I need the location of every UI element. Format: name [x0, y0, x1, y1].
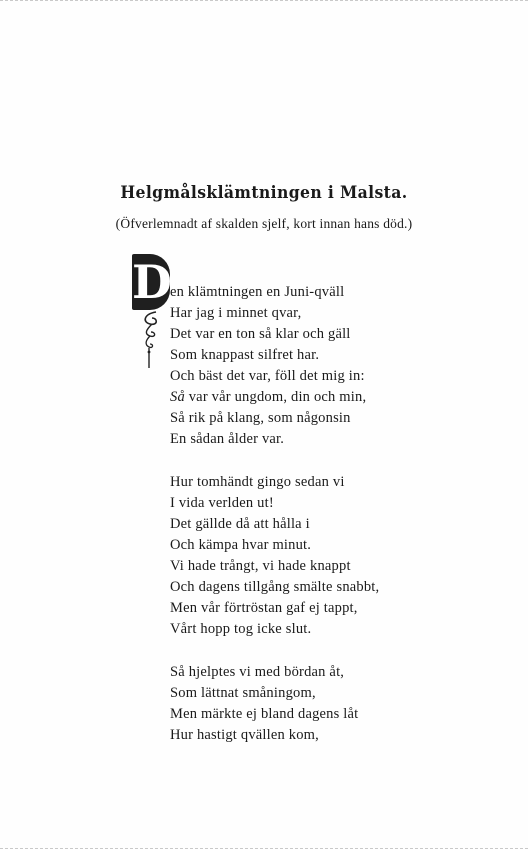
poem-line-text: Och dagens tillgång smälte snabbt, [170, 579, 380, 595]
poem-line-text: Har jag i minnet qvar, [170, 305, 302, 321]
poem-line-text: Det var en ton så klar och gäll [170, 326, 351, 342]
poem-line [170, 556, 470, 577]
stanza [170, 282, 470, 450]
poem-line [170, 704, 470, 725]
drop-cap [132, 254, 172, 370]
poem-line-text: Vi hade trångt, vi hade knappt [170, 558, 351, 574]
poem-line [170, 493, 470, 514]
poem-line [170, 387, 470, 408]
emphasized-word: Så [170, 389, 185, 405]
poem-line-text: Som lättnat småningom, [170, 685, 316, 701]
poem-line [170, 472, 470, 493]
poem-line [170, 683, 470, 704]
poem-line [170, 366, 470, 387]
poem-line-text: Hur hastigt qvällen kom, [170, 727, 319, 743]
poem-line-text: Men märkte ej bland dagens låt [170, 706, 359, 722]
poem-line [170, 282, 470, 303]
poem-line [170, 345, 470, 366]
poem-line [170, 662, 470, 683]
flourish-ornament-icon [136, 310, 168, 370]
poem-line-text: Så hjelptes vi med bördan åt, [170, 664, 345, 680]
poem-line-text: var vår ungdom, din och min, [184, 389, 367, 405]
poem-line [170, 408, 470, 429]
page-top-edge [0, 0, 528, 4]
poem-line [170, 619, 470, 640]
stanza [170, 472, 470, 640]
poem-body [170, 282, 470, 768]
poem-line [170, 514, 470, 535]
poem-line [170, 324, 470, 345]
poem-line [170, 429, 470, 450]
poem-line-text: Hur tomhändt gingo sedan vi [170, 474, 345, 490]
poem-line [170, 303, 470, 324]
poem-line [170, 598, 470, 619]
poem-line-text: en klämtningen en Juni-qväll [170, 284, 345, 300]
poem-line [170, 577, 470, 598]
poem-subtitle: (Öfverlemnadt af skalden sjelf, kort innan hans död.) [115, 216, 413, 231]
poem-line-text: Men vår förtröstan gaf ej tappt, [170, 600, 358, 616]
poem-line [170, 535, 470, 556]
drop-cap-letter: D [132, 255, 172, 309]
poem-line-text: Det gällde då att hålla i [170, 516, 310, 532]
poem-line-text: En sådan ålder var. [170, 431, 285, 447]
poem-line-text: Vårt hopp tog icke slut. [170, 621, 312, 637]
poem-line-text: I vida verlden ut! [170, 495, 274, 511]
stanza [170, 662, 470, 746]
poem-title: Helgmålsklämtningen i Malsta. [120, 183, 408, 203]
page-bottom-edge [0, 845, 528, 849]
poem-line-text: Som knappast silfret har. [170, 347, 320, 363]
poem-line-text: Och kämpa hvar minut. [170, 537, 312, 553]
poem-line-text: Så rik på klang, som någonsin [170, 410, 351, 426]
poem-line [170, 725, 470, 746]
poem-line-text: Och bäst det var, föll det mig in: [170, 368, 365, 384]
